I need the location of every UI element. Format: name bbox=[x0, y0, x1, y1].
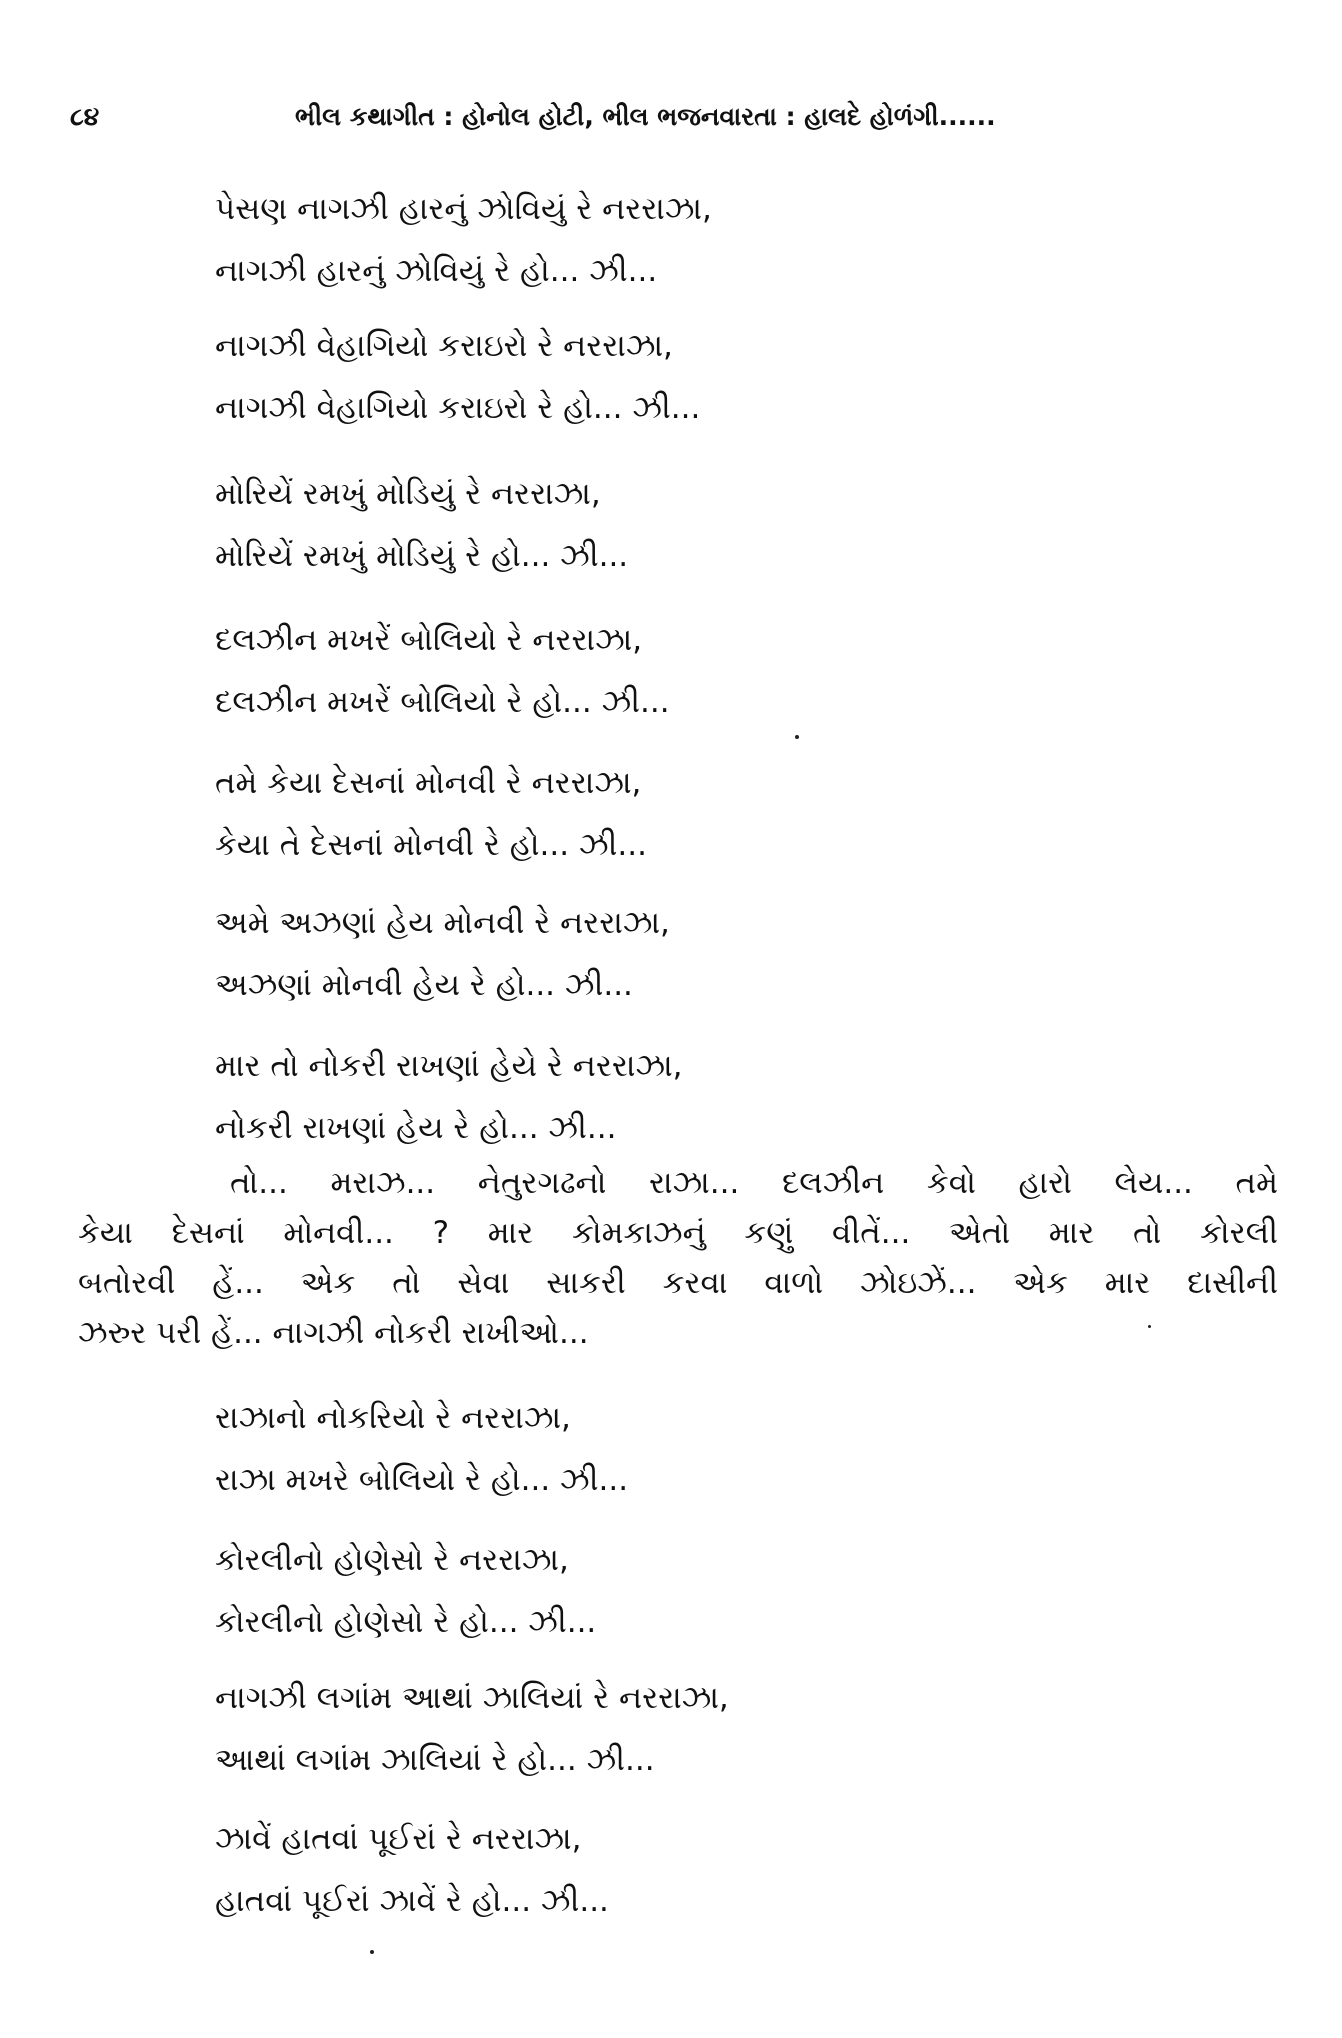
stanza bbox=[215, 315, 1265, 439]
stanza bbox=[215, 1387, 1265, 1511]
page-number: ૮૪ bbox=[70, 102, 100, 131]
verse-line: કોરલીનો હોણેસો રે હો... ઝી... bbox=[215, 1604, 597, 1640]
verse-line: મોરિયેં રમખું મોડિયું રે હો... ઝી... bbox=[215, 538, 629, 574]
prose-line: બતોરવી હેં... એક તો સેવા સાકરી કરવા વાળો ઝોઇઝેં... એક માર દાસીની bbox=[78, 1265, 1278, 1301]
stanza bbox=[215, 178, 1265, 302]
verse-line: હાતવાં પૂઈરાં ઝાવેં રે હો... ઝી... bbox=[215, 1883, 609, 1919]
verse-line: અમે અઝણાં હેય મોનવી રે નરરાઝા, bbox=[215, 905, 670, 941]
verse-line: માર તો નોકરી રાખણાં હેયે રે નરરાઝા, bbox=[215, 1048, 683, 1084]
stanza bbox=[215, 1529, 1265, 1653]
prose-line: ઝરુર પરી હેં... નાગઝી નોકરી રાખીઓ... bbox=[78, 1315, 589, 1351]
verse-line: અઝણાં મોનવી હેય રે હો... ઝી... bbox=[215, 967, 633, 1003]
stanza bbox=[215, 892, 1265, 1016]
verse-line: નોકરી રાખણાં હેય રે હો... ઝી... bbox=[215, 1110, 617, 1146]
verse-line: મોરિયેં રમખું મોડિયું રે નરરાઝા, bbox=[215, 476, 601, 512]
running-title: ભીલ કથાગીત : હોનોલ હોટી, ભીલ ભજનવારતા : હાલદે હોળંગી...... bbox=[295, 102, 996, 131]
prose-line: તો... મરાઝ... નેતુરગઢનો રાઝા... દલઝીન કેવો હારો લેય... તમે bbox=[230, 1165, 1278, 1201]
page-header bbox=[70, 92, 1285, 142]
verse-line: ઝાવેં હાતવાં પૂઈરાં રે નરરાઝા, bbox=[215, 1821, 582, 1857]
verse-line: રાઝાનો નોકરિયો રે નરરાઝા, bbox=[215, 1400, 571, 1436]
verse-line: નાગઝી વેહાગિયો કરાઇરો રે હો... ઝી... bbox=[215, 390, 701, 426]
ink-speck bbox=[1148, 1325, 1151, 1328]
prose-paragraph bbox=[78, 1158, 1278, 1358]
verse-line: કેયા તે દેસનાં મોનવી રે હો... ઝી... bbox=[215, 827, 647, 863]
ink-speck bbox=[795, 735, 799, 739]
verse-line: રાઝા મખરે બોલિયો રે હો... ઝી... bbox=[215, 1462, 629, 1498]
stanza bbox=[215, 1808, 1265, 1932]
verse-line: દલઝીન મખરેં બોલિયો રે નરરાઝા, bbox=[215, 622, 643, 658]
verse-line: પેસણ નાગઝી હારનું ઝોવિયું રે નરરાઝા, bbox=[215, 191, 712, 227]
stanza bbox=[215, 1035, 1265, 1159]
verse-line: નાગઝી હારનું ઝોવિયું રે હો... ઝી... bbox=[215, 253, 658, 289]
verse-line: કોરલીનો હોણેસો રે નરરાઝા, bbox=[215, 1542, 569, 1578]
verse-line: નાગઝી લગાંમ આથાં ઝાલિયાં રે નરરાઝા, bbox=[215, 1680, 729, 1716]
stanza bbox=[215, 609, 1265, 733]
prose-line: કેયા દેસનાં મોનવી... ? માર કોમકાઝનું કણું વીતેં... એતો માર તો કોરલી bbox=[78, 1215, 1278, 1251]
stanza bbox=[215, 463, 1265, 587]
verse-line: તમે કેયા દેસનાં મોનવી રે નરરાઝા, bbox=[215, 765, 642, 801]
stanza bbox=[215, 752, 1265, 876]
ink-speck bbox=[370, 1950, 374, 1954]
verse-line: આથાં લગાંમ ઝાલિયાં રે હો... ઝી... bbox=[215, 1742, 655, 1778]
stanza bbox=[215, 1667, 1265, 1791]
verse-line: નાગઝી વેહાગિયો કરાઇરો રે નરરાઝા, bbox=[215, 328, 673, 364]
verse-line: દલઝીન મખરેં બોલિયો રે હો... ઝી... bbox=[215, 684, 670, 720]
